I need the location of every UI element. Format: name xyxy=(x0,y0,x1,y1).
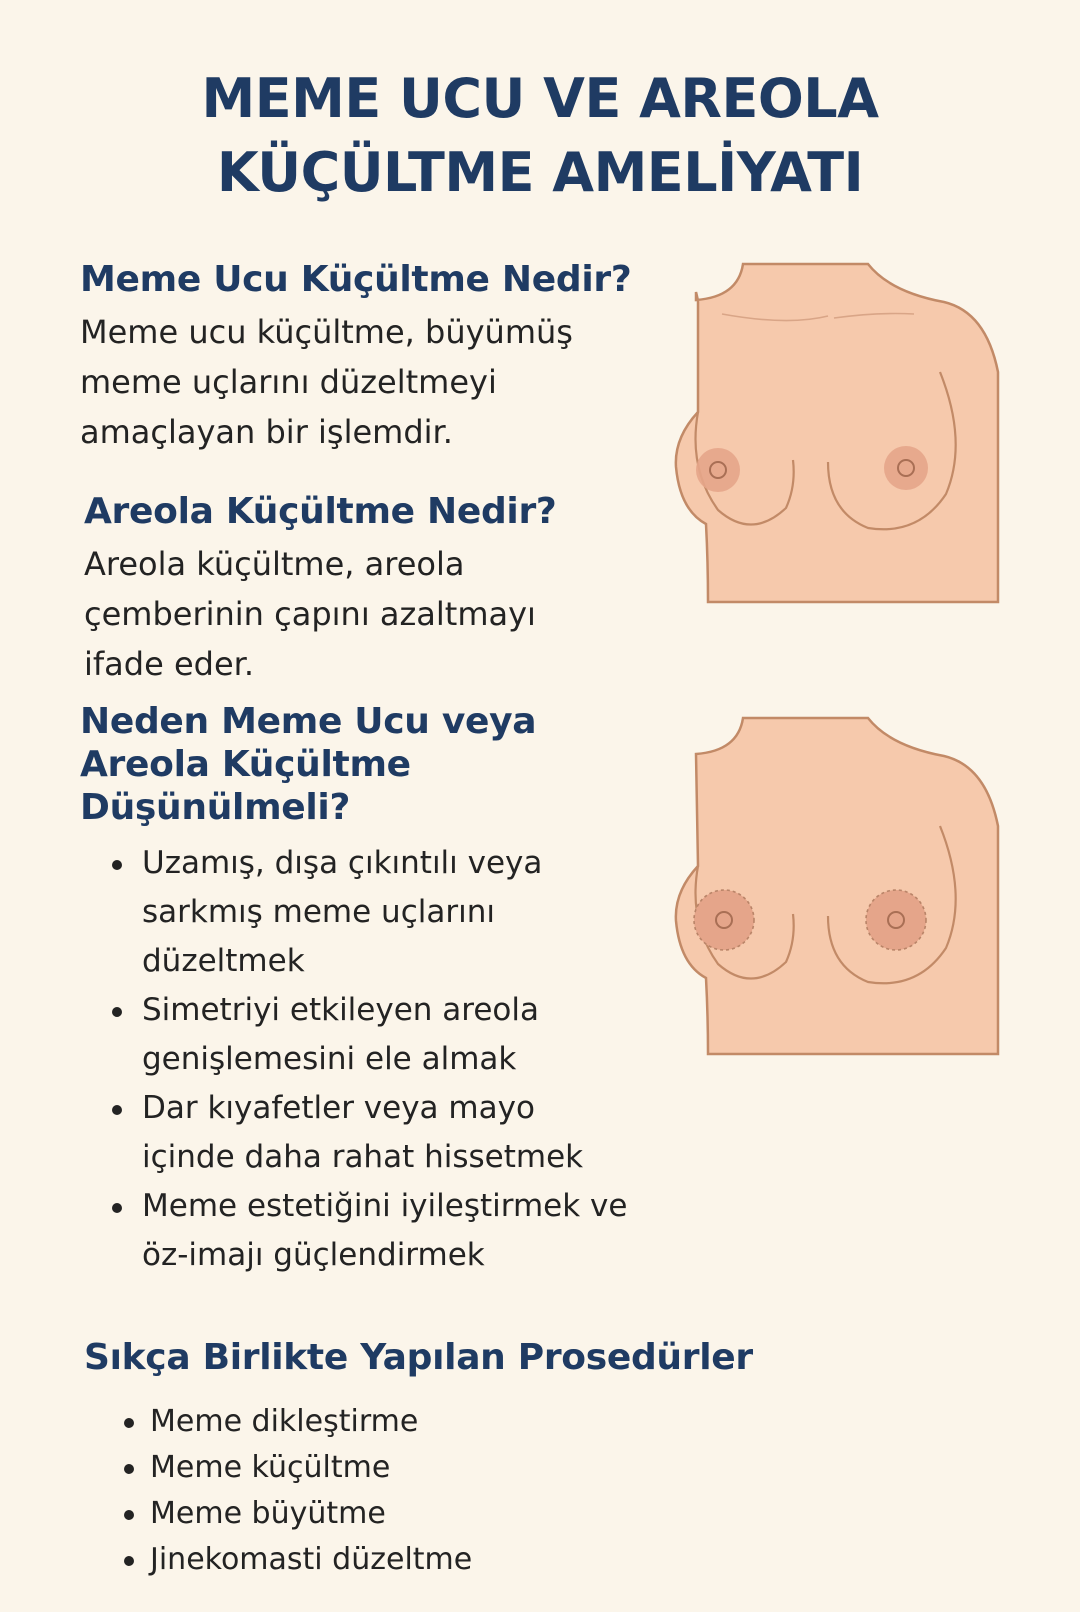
section-combined-procedures xyxy=(84,1336,784,1583)
section-text-nipple: Meme ucu küçültme, büyümüş meme uçlarını düzeltmeyi amaçlayan bir işlemdir. xyxy=(80,313,573,451)
title-line-2: KÜÇÜLTME AMELİYATI xyxy=(216,141,864,204)
list-item: Jinekomasti düzeltme xyxy=(84,1537,784,1583)
list-item: Meme estetiğini iyileştirmek ve öz-imajı güçlendirmek xyxy=(80,1182,632,1280)
list-item: Simetriyi etkileyen areola genişlemesini ele almak xyxy=(80,986,592,1084)
section-text-areola: Areola küçültme, areola çemberinin çapını azaltmayı ifade eder. xyxy=(84,545,536,683)
section-heading-nipple: Meme Ucu Küçültme Nedir? xyxy=(80,259,632,300)
procedures-list xyxy=(84,1399,784,1583)
torso-illustration-top xyxy=(668,262,1008,606)
section-areola-reduction xyxy=(84,490,644,689)
page-title xyxy=(0,62,1080,210)
list-item: Meme dikleştirme xyxy=(84,1399,784,1445)
list-item: Meme büyütme xyxy=(84,1491,784,1537)
section-heading-procedures: Sıkça Birlikte Yapılan Prosedürler xyxy=(84,1337,753,1378)
reasons-list xyxy=(80,839,660,1280)
torso-illustration-bottom xyxy=(668,716,1008,1058)
list-item: Uzamış, dışa çıkıntılı veya sarkmış meme uçlarını düzeltmek xyxy=(80,839,612,986)
list-item: Meme küçültme xyxy=(84,1445,784,1491)
section-heading-areola: Areola Küçültme Nedir? xyxy=(84,491,557,532)
title-line-1: MEME UCU VE AREOLA xyxy=(201,67,879,130)
list-item: Dar kıyafetler veya mayo içinde daha rahat hissetmek xyxy=(80,1084,632,1182)
section-nipple-reduction xyxy=(80,258,680,457)
section-heading-reasons: Neden Meme Ucu veya Areola Küçültme Düşünülmeli? xyxy=(80,701,537,828)
section-reasons xyxy=(80,700,660,1280)
